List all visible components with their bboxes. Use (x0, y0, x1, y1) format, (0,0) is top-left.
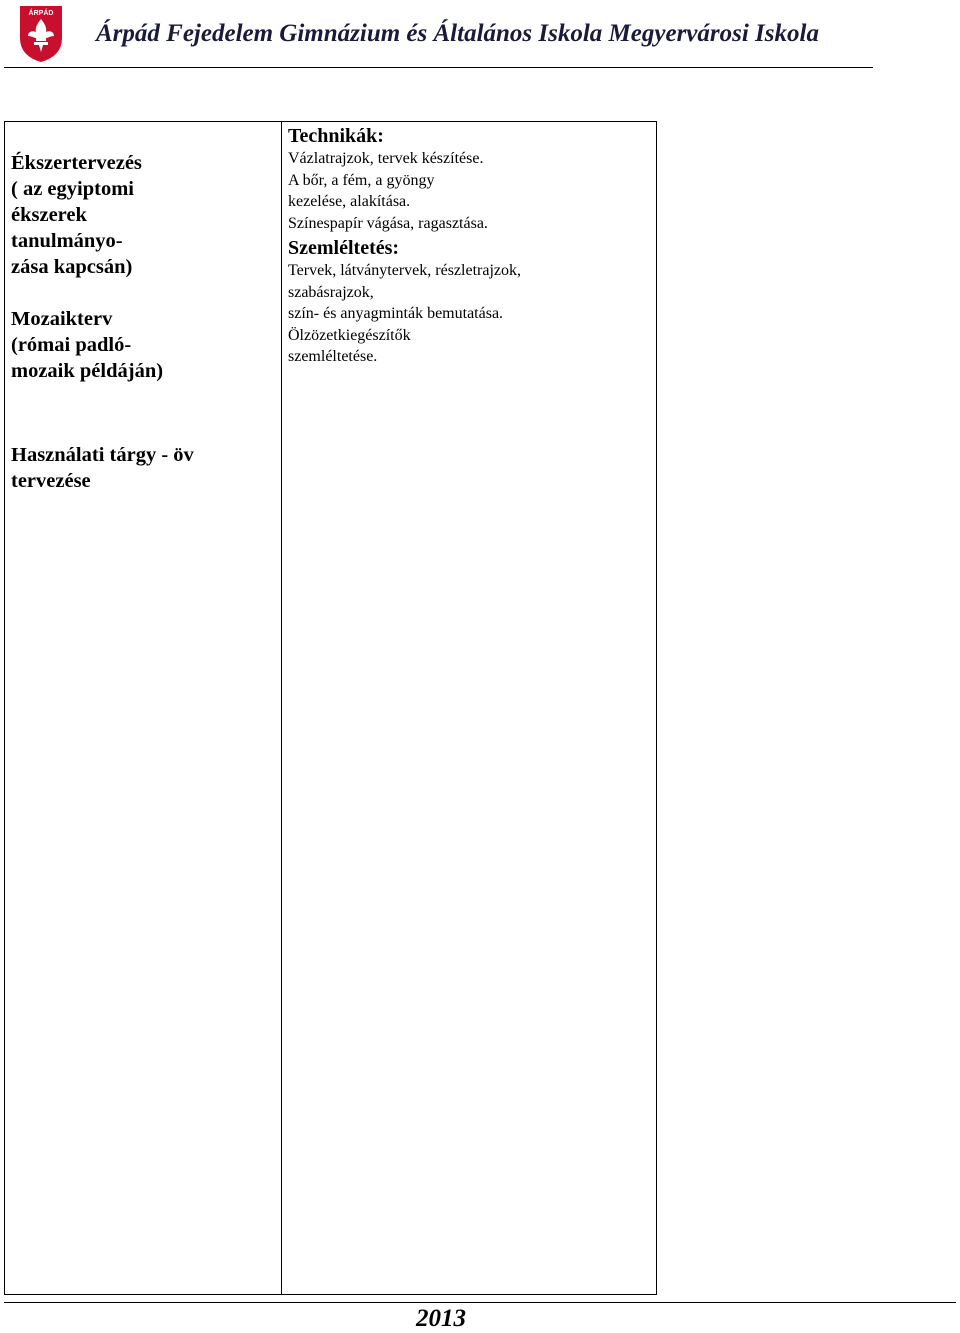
technics-line: Színespapír vágása, ragasztása. (288, 214, 488, 232)
topic-line: (római padló- (11, 334, 132, 356)
topics-cell (5, 122, 282, 1295)
topic-line: Mozaikterv (11, 308, 113, 330)
demo-line: Tervek, látványtervek, részletrajzok, (288, 262, 521, 279)
demo-line: szín- és anyagminták bemutatása. (288, 305, 504, 322)
topic-line: ékszerek (11, 204, 87, 226)
demo-line: Ölzözetkiegészítők (288, 326, 411, 344)
school-name-title: Árpád Fejedelem Gimnázium és Általános Iskola Megyervárosi Iskola (96, 20, 819, 47)
topic-line: ( az egyiptomi (11, 178, 134, 200)
page-header (0, 0, 960, 70)
topic-line: Használati tárgy - öv (11, 444, 194, 466)
school-crest-logo (18, 4, 64, 64)
footer-year: 2013 (416, 1305, 466, 1332)
topic-line: Ékszertervezés (11, 152, 142, 174)
topic-jewelry-design (11, 150, 281, 280)
topic-line: zása kapcsán) (11, 256, 133, 278)
technics-line: A bőr, a fém, a gyöngy (288, 171, 435, 189)
logo-text: ÁRPÁD (28, 10, 54, 17)
methods-cell (282, 122, 657, 1295)
header-divider (4, 67, 873, 68)
technics-heading: Technikák: (288, 125, 384, 147)
demo-line: szabásrajzok, (288, 283, 374, 301)
footer-divider (4, 1302, 956, 1303)
topic-mosaic-design (11, 306, 281, 384)
topic-line: mozaik példáján) (11, 360, 164, 382)
demo-line: szemléltetése. (288, 348, 378, 365)
topic-belt-design (11, 442, 281, 494)
topic-line: tanulmányo- (11, 230, 123, 252)
demo-heading: Szemléltetés: (288, 237, 400, 259)
technics-line: kezelése, alakítása. (288, 193, 411, 210)
topic-line: tervezése (11, 470, 91, 492)
technics-line: Vázlatrajzok, tervek készítése. (288, 150, 484, 167)
curriculum-table (4, 121, 657, 1295)
